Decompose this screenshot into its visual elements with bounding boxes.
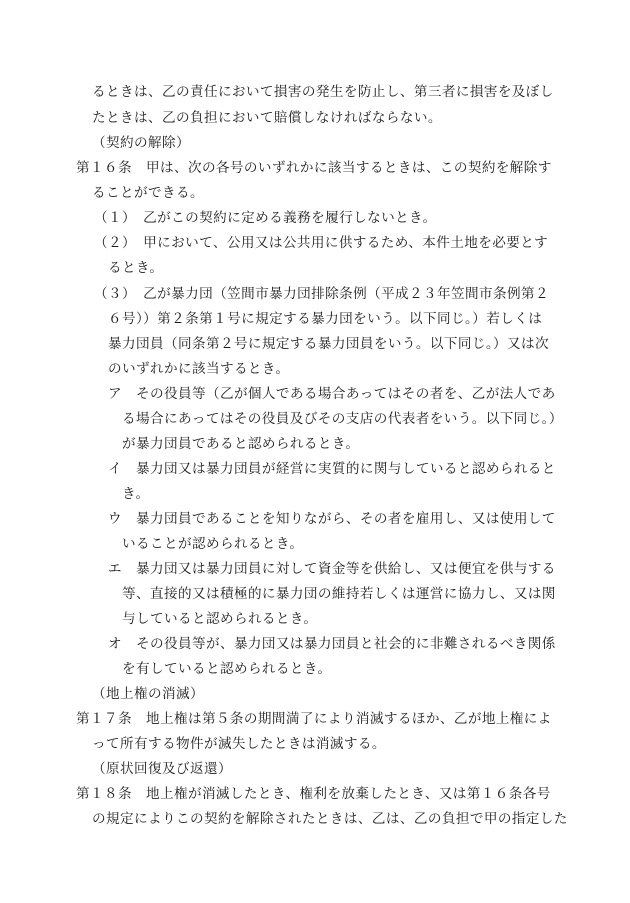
section-heading: （原状回復及び返還） xyxy=(92,761,232,777)
body-text-line: 等、直接的又は積極的に暴力団の維持若しくは運営に協力し、又は関 xyxy=(122,586,556,602)
body-text-line: たときは、乙の負担において賠償しなければならない。 xyxy=(92,110,442,126)
body-text-line: いることが認められるとき。 xyxy=(122,536,304,552)
body-text-line: ６号））第２条第１号に規定する暴力団をいう。以下同じ。）若しくは xyxy=(108,311,543,327)
body-text-line: ることができる。 xyxy=(92,185,204,201)
body-text-line: の規定によりこの契約を解除されたときは、乙は、乙の負担で甲の指定した xyxy=(92,811,568,827)
section-heading: （地上権の消滅） xyxy=(92,686,204,702)
sub-item-e: エ 暴力団又は暴力団員に対して資金等を供給し、又は便宜を供与する xyxy=(108,561,556,577)
article-17: 第１７条 地上権は第５条の期間満了により消滅するほか、乙が地上権によ xyxy=(76,711,552,727)
item-2: （２） 甲において、公用又は公共用に供するため、本件土地を必要とす xyxy=(94,235,549,251)
sub-item-a: ア その役員等（乙が個人である場合あってはその者を、乙が法人であ xyxy=(108,386,556,402)
body-text-line: き。 xyxy=(122,486,150,502)
body-text-line: が暴力団員であると認められるとき。 xyxy=(122,436,360,452)
body-text-line: るときは、乙の責任において損害の発生を防止し、第三者に損害を及ぼし xyxy=(92,84,554,100)
article-16: 第１６条 甲は、次の各号のいずれかに該当するときは、この契約を解除す xyxy=(76,160,552,176)
item-3: （３） 乙が暴力団（笠間市暴力団排除条例（平成２３年笠間市条例第２ xyxy=(94,286,549,302)
sub-item-i: イ 暴力団又は暴力団員が経営に実質的に関与していると認められると xyxy=(108,461,556,477)
body-text-line: 与していると認められるとき。 xyxy=(122,611,318,627)
body-text-line: のいずれかに該当するとき。 xyxy=(108,361,290,377)
article-18: 第１８条 地上権が消滅したとき、権利を放棄したとき、又は第１６条各号 xyxy=(76,786,551,802)
sub-item-o: オ その役員等が、暴力団又は暴力団員と社会的に非難されるべき関係 xyxy=(108,636,556,652)
body-text-line: を有していると認められるとき。 xyxy=(122,661,332,677)
body-text-line: る場合にあってはその役員及びその支店の代表者をいう。以下同じ。） xyxy=(122,411,563,427)
body-text-line: 暴力団員（同条第２号に規定する暴力団員をいう。以下同じ。）又は次 xyxy=(108,336,549,352)
item-1: （１） 乙がこの契約に定める義務を履行しないとき。 xyxy=(94,210,437,226)
body-text-line: るとき。 xyxy=(108,260,164,276)
sub-item-u: ウ 暴力団員であることを知りながら、その者を雇用し、又は使用して xyxy=(108,511,556,527)
section-heading: （契約の解除） xyxy=(92,135,190,151)
body-text-line: って所有する物件が滅失したときは消滅する。 xyxy=(92,736,386,752)
